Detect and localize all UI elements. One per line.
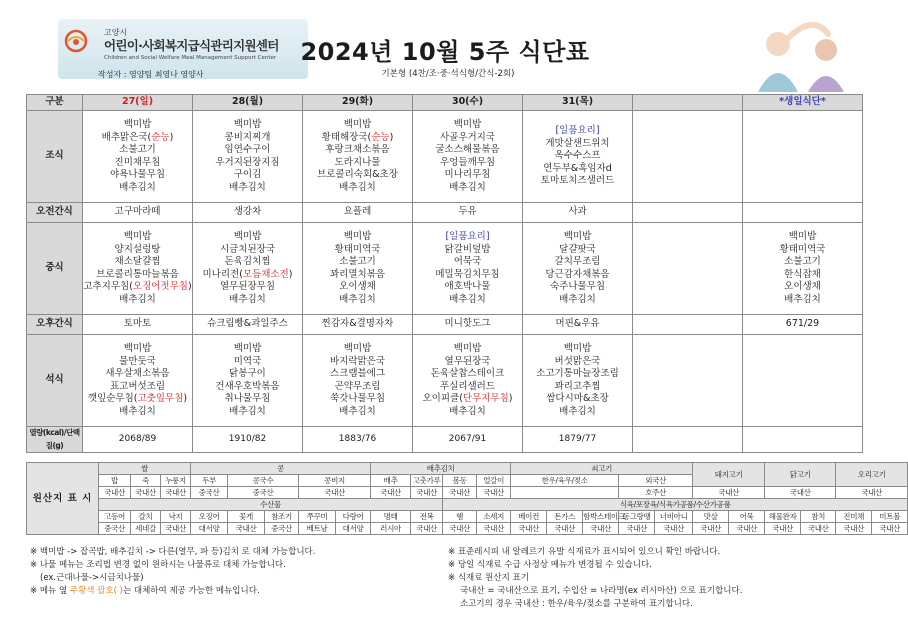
origin-item: 동그랑땡 <box>619 511 655 523</box>
origin-value: 국내산 <box>299 487 371 499</box>
origin-item: 얼갈이 <box>477 475 511 487</box>
day-header-thursday: 31(목) <box>523 95 633 111</box>
center-logo-icon <box>62 29 90 53</box>
menu-item: 오이생채 <box>339 281 376 292</box>
breakfast-sunday <box>83 111 193 203</box>
origin-value: 국내산 <box>477 487 511 499</box>
menu-item: 백미밥 <box>123 343 152 354</box>
note-line: ※ 메뉴 옆 주황색 괄호( )는 대체하여 제공 가능한 메뉴입니다. <box>30 586 260 596</box>
origin-value: 국내산 <box>583 523 619 535</box>
morning-snack-monday: 생강차 <box>193 203 303 223</box>
menu-item: 배추김치 <box>119 181 156 193</box>
origin-item: 전복 <box>411 511 443 523</box>
menu-item: 물만둣국 <box>119 355 156 367</box>
menu-item: 우엉들깨무침 <box>439 156 496 168</box>
menu-item: 돈육살찹스테이크 <box>430 368 505 379</box>
menu-item: 백미밥 <box>563 343 592 354</box>
breakfast-monday <box>193 111 303 203</box>
row-label-nutrition: 열량(kcal)/단백질(g) <box>27 427 83 453</box>
nutrition-birthday <box>743 427 863 453</box>
menu-item: 백미밥 <box>233 343 262 354</box>
day-header-wednesday: 30(수) <box>413 95 523 111</box>
menu-item: 백미밥 <box>233 119 262 130</box>
origin-value: 중국산 <box>265 523 299 535</box>
menu-item: 표고버섯조림 <box>109 380 166 392</box>
origin-value: 국내산 <box>228 523 265 535</box>
menu-item: 바지락맑은국 <box>329 355 386 367</box>
breakfast-empty <box>633 111 743 203</box>
logo-city: 고양시 <box>104 28 128 37</box>
menu-item: 백미밥 <box>123 231 152 242</box>
origin-value: 국내산 <box>836 523 872 535</box>
menu-item: 배추김치 <box>449 181 486 193</box>
menu-item: 닭갈비덮밥 <box>444 243 491 255</box>
origin-item: 봄동 <box>443 475 477 487</box>
menu-item: 꽈리멸치볶음 <box>329 268 386 280</box>
origin-value: 대서양 <box>191 523 228 535</box>
origin-group-duck: 오리고기 <box>836 463 908 487</box>
note-line: 국내산 = 국내산으로 표기, 수입산 = 나라명(ex 러시아산) 으로 표기합니다. <box>460 586 743 596</box>
origin-item: 명태 <box>371 511 411 523</box>
people-illustration <box>718 14 858 92</box>
day-header-birthday: *생일식단* <box>743 95 863 111</box>
menu-item: 배추김치 <box>559 293 596 305</box>
menu-item: 소불고기 <box>784 256 821 267</box>
note-line: 소고기의 경우 국내산 : 한우/육우/젖소를 구분하여 표기합니다. <box>460 599 693 609</box>
corner-header: 구분 <box>27 95 83 111</box>
menu-item: 배추김치 <box>449 405 486 417</box>
note-line: ※ 당일 식재료 수급 사정상 메뉴가 변경될 수 있습니다. <box>448 560 652 570</box>
breakfast-birthday <box>743 111 863 203</box>
origin-value <box>511 487 619 499</box>
menu-item: 진미채무침 <box>114 156 161 168</box>
origin-value: 국내산 <box>693 523 729 535</box>
origin-value: 국내산 <box>443 523 477 535</box>
origin-item: 누룽지 <box>161 475 191 487</box>
menu-item: 건새우호박볶음 <box>215 380 280 392</box>
origin-value: 국내산 <box>443 487 477 499</box>
origin-value: 국내산 <box>655 523 693 535</box>
menu-item: 배추김치 <box>559 405 596 417</box>
menu-item: 소불고기 <box>119 144 156 155</box>
row-label-morning-snack: 오전간식 <box>27 203 83 223</box>
origin-item: 미트볼 <box>872 511 908 523</box>
dinner-birthday <box>743 335 863 427</box>
origin-item: 한우/육우/젖소 <box>511 475 619 487</box>
dinner-tuesday <box>303 335 413 427</box>
origin-value: 국내산 <box>411 523 443 535</box>
origin-item: 진미채 <box>836 511 872 523</box>
lunch-birthday <box>743 223 863 315</box>
menu-item: 갈치무조림 <box>554 256 601 267</box>
origin-item: 다랑어 <box>336 511 371 523</box>
nutrition-monday: 1910/82 <box>193 427 303 453</box>
lunch-tuesday <box>303 223 413 315</box>
dinner-monday <box>193 335 303 427</box>
menu-item: 황태미역국 <box>334 243 381 255</box>
meal-table <box>26 94 863 453</box>
menu-item: 배추김치 <box>229 405 266 417</box>
menu-item: 배추김치 <box>339 293 376 305</box>
menu-item: 닭봉구이 <box>229 368 266 379</box>
page-title: 2024년 10월 5주 식단표 <box>300 38 590 66</box>
menu-item: 숙주나물무침 <box>549 281 606 292</box>
menu-item: 미역국 <box>233 355 262 367</box>
menu-item: 굴소스해물볶음 <box>435 144 500 155</box>
origin-group-bean: 콩 <box>191 463 371 475</box>
origin-item: 돈가스 <box>547 511 583 523</box>
origin-item: 베이컨 <box>511 511 547 523</box>
origin-item: 쭈꾸미 <box>299 511 336 523</box>
origin-item: 너비아니 <box>655 511 693 523</box>
origin-group-chicken: 닭고기 <box>765 463 836 487</box>
header <box>38 14 853 92</box>
morning-snack-thursday: 사과 <box>523 203 633 223</box>
menu-item: 배추김치 <box>339 181 376 193</box>
menu-item: 오이피클(단무지무침) <box>422 393 513 404</box>
morning-snack-sunday: 고구마라떼 <box>83 203 193 223</box>
origin-item: 해물완자 <box>765 511 801 523</box>
row-label-lunch: 중식 <box>27 223 83 315</box>
origin-value: 중국산 <box>228 487 299 499</box>
nutrition-thursday: 1879/77 <box>523 427 633 453</box>
menu-item: 고추지무침(오징어젓무침) <box>83 281 192 292</box>
origin-item: 콩국수 <box>228 475 299 487</box>
origin-item: 참치 <box>801 511 836 523</box>
menu-item: 달걀팟국 <box>559 243 596 255</box>
menu-item: 백미밥 <box>453 343 482 354</box>
menu-item: 쌈다시마&초장 <box>546 393 609 404</box>
menu-item: 스크램블에그 <box>329 368 386 379</box>
origin-group-kimchi: 배추김치 <box>371 463 511 475</box>
menu-item: 사골우거지국 <box>439 131 496 143</box>
menu-item: 배추김치 <box>229 181 266 193</box>
origin-value: 국내산 <box>836 487 908 499</box>
special-menu-tag: [일품요리] <box>445 231 490 242</box>
menu-item: 소고기통마늘장조림 <box>536 368 619 379</box>
origin-value: 국내산 <box>547 523 583 535</box>
orange-bracket-text: 주황색 괄호( ) <box>69 586 123 596</box>
origin-item: 낙지 <box>161 511 191 523</box>
menu-item: 황태해장국(순능) <box>321 131 394 143</box>
origin-group-rice: 쌀 <box>99 463 191 475</box>
origin-item: 참조기 <box>265 511 299 523</box>
origin-item: 밥 <box>99 475 131 487</box>
morning-snack-birthday <box>743 203 863 223</box>
origin-value: 국내산 <box>511 523 547 535</box>
notes-left <box>30 546 440 598</box>
day-header-monday: 28(월) <box>193 95 303 111</box>
menu-item: 배추김치 <box>119 293 156 305</box>
menu-item: 황태미역국 <box>779 243 826 255</box>
row-label-afternoon-snack: 오후간식 <box>27 315 83 335</box>
author-line: 작성자 : 영양팀 최영나 영양사 <box>98 70 204 79</box>
origin-item: 햄 <box>443 511 477 523</box>
origin-value: 중국산 <box>99 523 131 535</box>
center-logo <box>58 19 308 79</box>
origin-item: 맛살 <box>693 511 729 523</box>
morning-snack-wednesday: 두유 <box>413 203 523 223</box>
menu-item: 백미밥 <box>343 343 372 354</box>
menu-item: 배추맑은국(순능) <box>101 131 174 143</box>
menu-item: 후랑크채소볶음 <box>325 144 390 155</box>
afternoon-snack-sunday: 토마토 <box>83 315 193 335</box>
menu-item: 콩비지찌개 <box>224 131 271 143</box>
menu-item: 메밀묵김치무침 <box>435 268 500 280</box>
lunch-monday <box>193 223 303 315</box>
breakfast-wednesday <box>413 111 523 203</box>
menu-item: 열무된장무침 <box>219 281 276 292</box>
breakfast-thursday <box>523 111 633 203</box>
origin-value: 국내산 <box>801 523 836 535</box>
menu-item: 취나물무침 <box>224 393 271 404</box>
menu-item: 백미밥 <box>788 231 817 242</box>
menu-item: 쑥갓나물무침 <box>329 393 386 404</box>
menu-item: 구이김 <box>233 169 262 180</box>
origin-value: 국내산 <box>619 523 655 535</box>
origin-table <box>26 462 908 535</box>
lunch-wednesday <box>413 223 523 315</box>
menu-item: 미나리전(모듬채소전) <box>202 268 293 280</box>
origin-item: 소세지 <box>477 511 511 523</box>
origin-value: 중국산 <box>191 487 228 499</box>
origin-value: 베트남 <box>299 523 336 535</box>
origin-item: 죽 <box>131 475 161 487</box>
row-label-breakfast: 조식 <box>27 111 83 203</box>
origin-value: 국내산 <box>371 487 411 499</box>
menu-item: 애호박나물 <box>444 281 491 292</box>
day-header-sunday: 27(일) <box>83 95 193 111</box>
logo-english-name: Children and Social Welfare Meal Management Support Center <box>104 55 277 61</box>
menu-item: 토마토치즈샐러드 <box>540 175 615 187</box>
notes-right <box>448 546 868 611</box>
menu-item: 꽈리고추찜 <box>554 380 601 392</box>
menu-item: 백미밥 <box>453 119 482 130</box>
afternoon-snack-monday: 슈크림빵&과일주스 <box>193 315 303 335</box>
menu-item: 미나리무침 <box>444 169 491 180</box>
menu-item: 돈육김치찜 <box>224 256 271 267</box>
origin-item: 두부 <box>191 475 228 487</box>
origin-group-beef: 쇠고기 <box>511 463 693 475</box>
origin-value: 국내산 <box>161 487 191 499</box>
page-subtitle: 기본형 (4찬/조·중·석식형/간식-2회) <box>381 69 515 79</box>
origin-value: 대서양 <box>336 523 371 535</box>
note-line: ※ 식재료 원산지 표기 <box>448 573 529 583</box>
origin-value: 국내산 <box>765 523 801 535</box>
nutrition-tuesday: 1883/76 <box>303 427 413 453</box>
menu-item: 배추김치 <box>339 405 376 417</box>
menu-item: 우거지된장지짐 <box>215 156 280 168</box>
lunch-thursday <box>523 223 633 315</box>
menu-item: 곤약무조림 <box>334 380 381 392</box>
nutrition-empty <box>633 427 743 453</box>
menu-item: 임연수구이 <box>224 144 271 155</box>
origin-group-processed: 식육/포장육/식육가공품/수산가공품 <box>443 499 908 511</box>
lunch-empty <box>633 223 743 315</box>
menu-item: 배추김치 <box>784 293 821 305</box>
nutrition-wednesday: 2067/91 <box>413 427 523 453</box>
menu-item: 브로콜리숙회&초장 <box>317 169 398 180</box>
menu-item: 연두부&흑임자d <box>543 162 612 174</box>
origin-group-pork: 돼지고기 <box>693 463 765 487</box>
origin-item: 고등어 <box>99 511 131 523</box>
logo-name: 어린이·사회복지급식관리지원센터 <box>104 38 279 53</box>
nutrition-sunday: 2068/89 <box>83 427 193 453</box>
dinner-wednesday <box>413 335 523 427</box>
origin-group-seafood: 수산물 <box>99 499 443 511</box>
dinner-thursday <box>523 335 633 427</box>
origin-label: 원산지 표 시 <box>27 463 99 535</box>
menu-item: 푸실리샐러드 <box>439 380 496 392</box>
menu-item: 게맛살샌드위치 <box>545 137 610 149</box>
afternoon-snack-wednesday: 미니핫도그 <box>413 315 523 335</box>
menu-item: 소불고기 <box>339 256 376 267</box>
afternoon-snack-thursday: 머핀&우유 <box>523 315 633 335</box>
origin-value: 국내산 <box>872 523 908 535</box>
menu-item: 채소달걀찜 <box>114 256 161 267</box>
afternoon-snack-empty <box>633 315 743 335</box>
origin-item: 어묵 <box>729 511 765 523</box>
special-menu-tag: [일품요리] <box>555 125 600 137</box>
origin-item: 배추 <box>371 475 411 487</box>
origin-value: 국내산 <box>161 523 191 535</box>
origin-item: 고춧가루 <box>411 475 443 487</box>
menu-item: 배추김치 <box>119 405 156 417</box>
origin-value: 국내산 <box>411 487 443 499</box>
menu-item: 백미밥 <box>563 231 592 242</box>
origin-value: 국내산 <box>131 487 161 499</box>
origin-value: 호주산 <box>619 487 693 499</box>
origin-value: 국내산 <box>729 523 765 535</box>
menu-item: 백미밥 <box>233 231 262 242</box>
origin-value: 세네갈 <box>131 523 161 535</box>
menu-item: 배추김치 <box>449 293 486 305</box>
origin-value: 러시아 <box>371 523 411 535</box>
menu-item: 새우살채소볶음 <box>105 368 170 379</box>
menu-item: 옥수수스프 <box>554 150 601 162</box>
note-line: ※ 나물 메뉴는 조리법 변경 없이 원하시는 나물류로 대체 가능합니다. <box>30 560 286 570</box>
breakfast-tuesday <box>303 111 413 203</box>
menu-item: 백미밥 <box>123 119 152 130</box>
dinner-sunday <box>83 335 193 427</box>
morning-snack-tuesday: 요플레 <box>303 203 413 223</box>
menu-item: 어묵국 <box>453 256 482 267</box>
menu-item: 브로콜리통마늘볶음 <box>96 268 179 280</box>
origin-item: 콩비지 <box>299 475 371 487</box>
lunch-sunday <box>83 223 193 315</box>
menu-item: 열무된장국 <box>444 355 491 367</box>
origin-value: 국내산 <box>99 487 131 499</box>
origin-value: 국내산 <box>693 487 765 499</box>
origin-item: 갈치 <box>131 511 161 523</box>
menu-item: 백미밥 <box>343 119 372 130</box>
origin-item: 함박스테이크 <box>583 511 625 521</box>
menu-item: 깻잎순무침(고춧잎무침) <box>87 393 188 404</box>
day-header-tuesday: 29(화) <box>303 95 413 111</box>
origin-item: 외국산 <box>619 475 693 487</box>
note-line: ※ 표준레시피 내 알레르기 유발 식재료가 표시되어 있으니 확인 바랍니다. <box>448 547 721 557</box>
menu-item: 버섯맑은국 <box>554 355 601 367</box>
origin-value: 국내산 <box>765 487 836 499</box>
menu-item: 당근감자채볶음 <box>545 268 610 280</box>
menu-item: 야욕나물무침 <box>109 169 166 180</box>
afternoon-snack-birthday: 671/29 <box>743 315 863 335</box>
row-label-dinner: 석식 <box>27 335 83 427</box>
note-line: ※ 백미밥 -> 잡곡밥, 배추김치 -> 다른(열무, 파 등)김치 로 대체 가능합니다. <box>30 547 316 557</box>
morning-snack-empty <box>633 203 743 223</box>
dinner-empty <box>633 335 743 427</box>
origin-item: 꽃게 <box>228 511 265 523</box>
origin-value: 국내산 <box>477 523 511 535</box>
menu-item: 한식잡채 <box>784 268 821 280</box>
menu-item: 배추김치 <box>229 293 266 305</box>
day-header-empty <box>633 95 743 111</box>
menu-item: 백미밥 <box>343 231 372 242</box>
menu-item: 도라지나물 <box>334 156 381 168</box>
menu-item: 시금치된장국 <box>219 243 276 255</box>
menu-item: 양지설렁탕 <box>114 243 161 255</box>
afternoon-snack-tuesday: 찐감자&결명자차 <box>303 315 413 335</box>
origin-item: 오징어 <box>191 511 228 523</box>
note-line: (ex.근대나물->시금치나물) <box>40 573 144 583</box>
menu-item: 오이생채 <box>784 281 821 292</box>
